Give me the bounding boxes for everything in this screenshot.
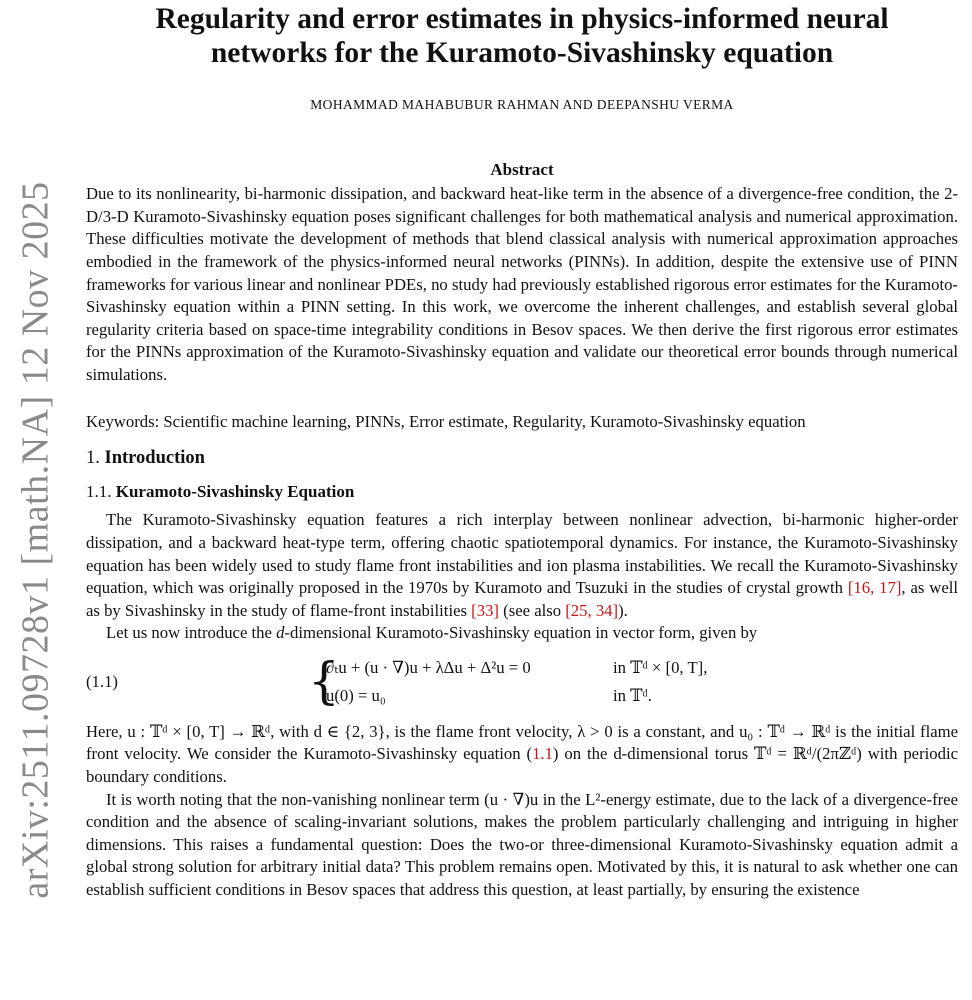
keywords: Keywords: Scientific machine learning, PINNs, Error estimate, Regularity, Kuramoto-Sivashinsky equation xyxy=(86,411,806,431)
para1-text2: , as well as by Sivashinsky in the study of flame-front instabilities xyxy=(86,578,958,620)
equation-ref-link[interactable]: 1.1 xyxy=(532,744,553,764)
section-number: 1. xyxy=(86,448,100,469)
para1-text4: ). xyxy=(618,600,628,620)
para1-text: The Kuramoto-Sivashinsky equation features a rich interplay between nonlinear advection, bi-harmonic higher-order dissipation, and a backward heat-type term, offering chaotic spatiotemporal dynamics. For instance, the Kuramoto-Sivashinsky equation has been widely used to study flame front instabilities and ion plasma instabilities. We recall the Kuramoto-Sivashinsky equation, which was originally proposed in the 1970s by Kuramoto and Tsuzuki in the studies of crystal growth xyxy=(86,510,958,598)
para2-var: d xyxy=(276,623,285,643)
equation-row-2: u(0) = u₀ xyxy=(326,685,386,705)
authors: MOHAMMAD MAHABUBUR RAHMAN AND DEEPANSHU VERMA xyxy=(310,97,734,112)
subsection-number: 1.1. xyxy=(86,481,112,501)
abstract-body: Due to its nonlinearity, bi-harmonic dissipation, and backward heat-like term in the absence of a divergence-free condition, the 2-D/3-D Kuramoto-Sivashinsky equation poses significant challenges for both mathematical analysis and numerical approximation. These difficulties motivate the development of methods that blend classical analysis with numerical approximation approaches embodied in the framework of the physics-informed neural networks (PINNs). In addition, despite the extensive use of PINN frameworks for various linear and nonlinear PDEs, no study had previously established rigorous error estimates for the Kuramoto-Sivashinsky equation within a PINN setting. In this work, we overcome the inherent challenges, and establish several global regularity criteria based on space-time integrability conditions in Besov spaces. We then derive the first rigorous error estimates for the PINNs approximation of the Kuramoto-Sivashinsky equation and validate our theoretical error bounds through numerical simulations. xyxy=(86,184,958,384)
equation-brace: { xyxy=(308,651,340,710)
intro-paragraph-1 xyxy=(86,509,958,622)
citation-link[interactable]: [16, 17] xyxy=(847,578,902,598)
para3-line3: the d-dimensional torus 𝕋ᵈ = ℝᵈ/(2πℤᵈ) with periodic boundary conditions. xyxy=(86,744,959,787)
para3-line1: Here, u : 𝕋ᵈ × [0, T] → ℝᵈ, with d ∈ {2, 3}, is the flame front velocity, λ > 0 is a constant, and xyxy=(86,721,735,741)
title-line-1: Regularity and error estimates in physics-informed neural xyxy=(155,3,889,35)
para3-line2a: u₀ : 𝕋ᵈ → ℝᵈ is the initial flame front velocity. We consider the Kuramoto-Sivashinsky equation ( xyxy=(86,721,958,764)
intro-paragraph-4: It is worth noting that the non-vanishing nonlinear term (u · ∇)u in the L²-energy estimate, due to the lack of a divergence-free condition and the absence of scaling-invariant solutions, makes the problem particularly challenging and intriguing in higher dimensions. This raises a fundamental question: Does the two-or three-dimensional Kuramoto-Sivashinsky equation admit a global strong solution for arbitrary initial data? This problem remains open. Motivated by this, it is natural to ask whether one can establish sufficient conditions in Besov spaces that address this question, at least partially, by ensuring the existence xyxy=(86,789,958,900)
paper-page xyxy=(86,0,958,902)
equation-1-1 xyxy=(86,651,958,715)
subsection-title: Kuramoto-Sivashinsky Equation xyxy=(115,481,355,501)
para1-text3: (see also xyxy=(498,600,566,620)
equation-row-1: ∂ₜu + (u · ∇)u + λΔu + Δ²u = 0 xyxy=(326,657,531,677)
equation-row-2-domain: in 𝕋ᵈ. xyxy=(613,685,652,705)
equation-number: (1.1) xyxy=(86,671,118,691)
arxiv-stamp xyxy=(14,181,58,899)
arxiv-stamp-text: arXiv:2511.09728v1 [math.NA] 12 Nov 2025 xyxy=(15,181,58,899)
title-line-2: networks for the Kuramoto-Sivashinsky equation xyxy=(210,37,834,69)
para3-line2b: ) on xyxy=(552,744,582,764)
section-title: Introduction xyxy=(104,448,205,469)
intro-paragraph-3 xyxy=(86,721,958,789)
citation-link[interactable]: [33] xyxy=(471,600,499,620)
para2-pre: Let us now introduce the xyxy=(106,623,277,643)
section-heading xyxy=(86,447,958,470)
paper-title xyxy=(86,0,958,70)
intro-paragraph-2 xyxy=(86,622,958,645)
subsection-heading xyxy=(86,481,958,504)
equation-row-1-domain: in 𝕋ᵈ × [0, T], xyxy=(613,657,708,677)
abstract-heading: Abstract xyxy=(490,159,554,179)
citation-link[interactable]: [25, 34] xyxy=(565,600,619,620)
para2-post: -dimensional Kuramoto-Sivashinsky equation in vector form, given by xyxy=(284,623,758,643)
